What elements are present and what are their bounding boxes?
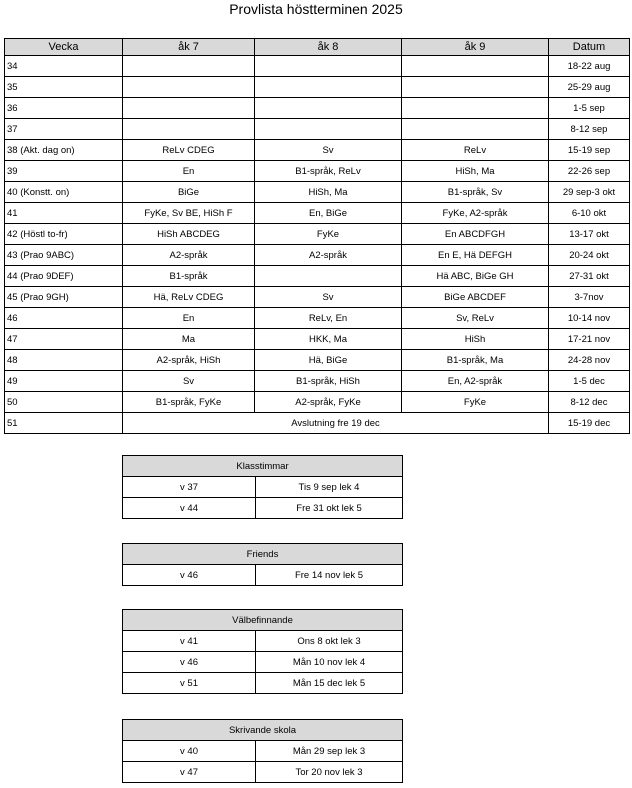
grade7-cell [123,56,255,77]
info-box-title: Skrivande skola [123,720,403,741]
info-time-cell: Fre 31 okt lek 5 [256,498,403,519]
info-box-row [123,741,403,762]
grade8-cell: Hä, BiGe [255,350,402,371]
grade9-cell: En ABCDFGH [402,224,549,245]
grade9-cell: En E, Hä DEFGH [402,245,549,266]
info-week-cell: v 40 [123,741,256,762]
table-row [5,119,630,140]
info-box-header [123,456,403,477]
info-box-row [123,498,403,519]
table-row [5,371,630,392]
grade7-cell: A2-språk, HiSh [123,350,255,371]
grade7-cell: En [123,161,255,182]
info-week-cell: v 51 [123,673,256,694]
column-header: åk 9 [402,39,549,56]
info-box [122,609,403,694]
grade7-cell: B1-språk, FyKe [123,392,255,413]
grade8-cell [255,266,402,287]
table-header-row [5,39,630,56]
info-box [122,719,403,783]
week-cell: 47 [5,329,123,350]
date-cell: 24-28 nov [549,350,630,371]
week-cell: 40 (Konstt. on) [5,182,123,203]
week-cell: 48 [5,350,123,371]
info-time-cell: Tor 20 nov lek 3 [256,762,403,783]
info-box-title: Friends [123,544,403,565]
date-cell: 17-21 nov [549,329,630,350]
week-cell: 38 (Akt. dag on) [5,140,123,161]
week-cell: 42 (Höstl to-fr) [5,224,123,245]
week-cell: 35 [5,77,123,98]
week-cell: 39 [5,161,123,182]
week-cell: 36 [5,98,123,119]
date-cell: 10-14 nov [549,308,630,329]
closing-cell: Avslutning fre 19 dec [123,413,549,434]
table-row [5,224,630,245]
info-time-cell: Mån 15 dec lek 5 [256,673,403,694]
grade8-cell: Sv [255,140,402,161]
date-cell: 18-22 aug [549,56,630,77]
grade8-cell: FyKe [255,224,402,245]
info-week-cell: v 46 [123,565,256,586]
info-week-cell: v 41 [123,631,256,652]
week-cell: 50 [5,392,123,413]
info-box-title: Välbefinnande [123,610,403,631]
table-row [5,329,630,350]
date-cell: 22-26 sep [549,161,630,182]
grade8-cell: B1-språk, ReLv [255,161,402,182]
week-cell: 45 (Prao 9GH) [5,287,123,308]
grade9-cell [402,56,549,77]
info-time-cell: Mån 10 nov lek 4 [256,652,403,673]
grade8-cell: A2-språk [255,245,402,266]
column-header: Datum [549,39,630,56]
info-week-cell: v 37 [123,477,256,498]
table-row [5,350,630,371]
grade9-cell [402,119,549,140]
week-cell: 41 [5,203,123,224]
table-row [5,413,630,434]
grade7-cell: B1-språk [123,266,255,287]
date-cell: 6-10 okt [549,203,630,224]
week-cell: 46 [5,308,123,329]
table-row [5,182,630,203]
grade8-cell [255,98,402,119]
grade7-cell: ReLv CDEG [123,140,255,161]
info-box-row [123,477,403,498]
info-box-header [123,544,403,565]
grade8-cell: HKK, Ma [255,329,402,350]
grade8-cell: A2-språk, FyKe [255,392,402,413]
table-row [5,98,630,119]
info-box [122,543,403,586]
table-row [5,203,630,224]
grade9-cell: FyKe [402,392,549,413]
info-time-cell: Fre 14 nov lek 5 [256,565,403,586]
table-row [5,392,630,413]
grade7-cell: A2-språk [123,245,255,266]
info-week-cell: v 44 [123,498,256,519]
grade8-cell: B1-språk, HiSh [255,371,402,392]
info-box-row [123,565,403,586]
grade9-cell: Hä ABC, BiGe GH [402,266,549,287]
week-cell: 37 [5,119,123,140]
grade9-cell: BiGe ABCDEF [402,287,549,308]
week-cell: 44 (Prao 9DEF) [5,266,123,287]
table-row [5,308,630,329]
info-time-cell: Mån 29 sep lek 3 [256,741,403,762]
grade8-cell [255,119,402,140]
date-cell: 1-5 sep [549,98,630,119]
table-row [5,77,630,98]
grade7-cell: BiGe [123,182,255,203]
grade8-cell: Sv [255,287,402,308]
grade9-cell: Sv, ReLv [402,308,549,329]
table-row [5,245,630,266]
grade9-cell: ReLv [402,140,549,161]
date-cell: 1-5 dec [549,371,630,392]
info-box-header [123,610,403,631]
date-cell: 3-7nov [549,287,630,308]
schedule-table [4,38,630,434]
info-box-title: Klasstimmar [123,456,403,477]
date-cell: 20-24 okt [549,245,630,266]
column-header: åk 7 [123,39,255,56]
grade9-cell [402,77,549,98]
grade8-cell: ReLv, En [255,308,402,329]
grade9-cell: En, A2-språk [402,371,549,392]
grade8-cell: HiSh, Ma [255,182,402,203]
info-box-row [123,652,403,673]
grade7-cell: En [123,308,255,329]
grade9-cell: B1-språk, Ma [402,350,549,371]
table-row [5,287,630,308]
week-cell: 49 [5,371,123,392]
grade7-cell: Hä, ReLv CDEG [123,287,255,308]
date-cell: 13-17 okt [549,224,630,245]
date-cell: 29 sep-3 okt [549,182,630,203]
column-header: åk 8 [255,39,402,56]
grade9-cell: HiSh [402,329,549,350]
table-row [5,140,630,161]
date-cell: 25-29 aug [549,77,630,98]
week-cell: 34 [5,56,123,77]
column-header: Vecka [5,39,123,56]
table-row [5,161,630,182]
week-cell: 51 [5,413,123,434]
grade7-cell [123,77,255,98]
date-cell: 27-31 okt [549,266,630,287]
grade8-cell [255,77,402,98]
date-cell: 8-12 dec [549,392,630,413]
grade7-cell: Ma [123,329,255,350]
grade7-cell [123,98,255,119]
grade9-cell: B1-språk, Sv [402,182,549,203]
week-cell: 43 (Prao 9ABC) [5,245,123,266]
info-time-cell: Ons 8 okt lek 3 [256,631,403,652]
info-box-row [123,631,403,652]
date-cell: 15-19 sep [549,140,630,161]
grade7-cell: FyKe, Sv BE, HiSh F [123,203,255,224]
grade7-cell: Sv [123,371,255,392]
grade9-cell [402,98,549,119]
table-row [5,266,630,287]
grade9-cell: HiSh, Ma [402,161,549,182]
info-box-row [123,762,403,783]
table-row [5,56,630,77]
page-title: Provlista höstterminen 2025 [229,1,403,17]
info-week-cell: v 47 [123,762,256,783]
grade7-cell [123,119,255,140]
info-time-cell: Tis 9 sep lek 4 [256,477,403,498]
grade8-cell: En, BiGe [255,203,402,224]
grade9-cell: FyKe, A2-språk [402,203,549,224]
info-box [122,455,403,519]
info-box-row [123,673,403,694]
date-cell: 8-12 sep [549,119,630,140]
info-week-cell: v 46 [123,652,256,673]
date-cell: 15-19 dec [549,413,630,434]
grade8-cell [255,56,402,77]
grade7-cell: HiSh ABCDEG [123,224,255,245]
info-box-header [123,720,403,741]
